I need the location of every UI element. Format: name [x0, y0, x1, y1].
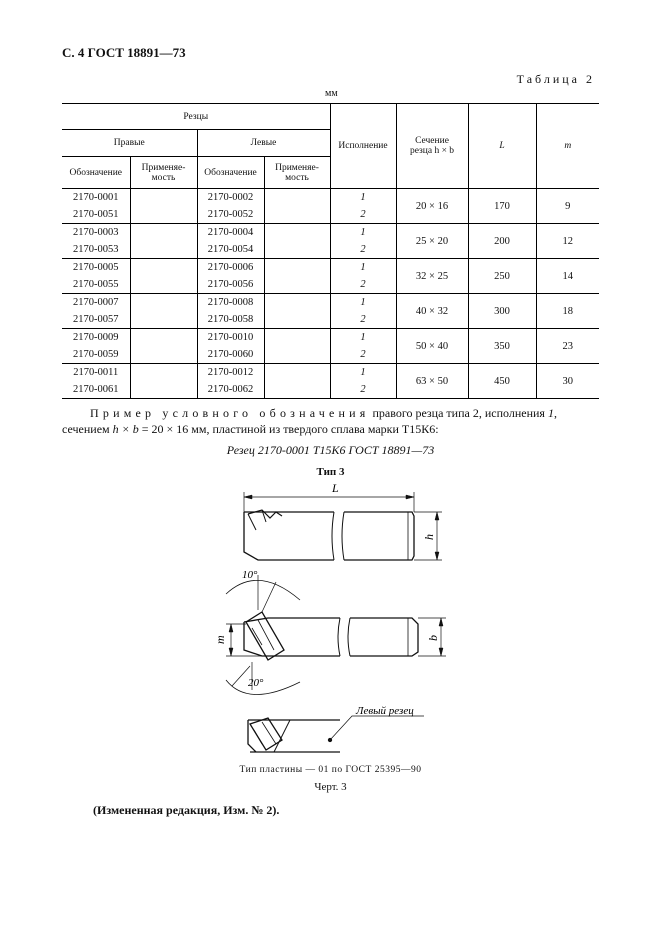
left-designation-cell: 2170-0058 [197, 311, 264, 329]
left-designation-cell: 2170-0056 [197, 276, 264, 294]
execution-cell: 1 [330, 294, 396, 312]
figure-label: Черт. 3 [314, 781, 347, 793]
right-designation-cell: 2170-0003 [62, 224, 130, 242]
L-cell: 450 [468, 364, 536, 399]
dim-L: L [332, 481, 339, 495]
header-m: m [536, 104, 599, 189]
type-title: Тип 3 [316, 466, 345, 478]
example-hb: h × b [112, 422, 139, 436]
right-designation-cell: 2170-0061 [62, 381, 130, 399]
left-designation-cell: 2170-0010 [197, 329, 264, 347]
m-cell: 12 [536, 224, 599, 259]
dim-m: m [213, 635, 227, 644]
execution-cell: 1 [330, 224, 396, 242]
execution-cell: 2 [330, 381, 396, 399]
left-designation-cell: 2170-0052 [197, 206, 264, 224]
right-designation-cell: 2170-0005 [62, 259, 130, 277]
right-designation-cell: 2170-0059 [62, 346, 130, 364]
unit-label: мм [325, 88, 338, 99]
left-designation-cell: 2170-0012 [197, 364, 264, 382]
section-cell: 40 × 32 [396, 294, 468, 329]
execution-cell: 1 [330, 364, 396, 382]
right-designation-cell: 2170-0053 [62, 241, 130, 259]
example-lead: Пример условного обозначения [90, 406, 370, 420]
right-designation-cell: 2170-0009 [62, 329, 130, 347]
left-designation-cell: 2170-0008 [197, 294, 264, 312]
table-label: Таблица 2 [516, 72, 595, 86]
m-cell: 23 [536, 329, 599, 364]
right-designation-cell: 2170-0001 [62, 189, 130, 207]
example-line1-rest: правого резца типа 2, исполнения [369, 406, 548, 420]
section-cell: 32 × 25 [396, 259, 468, 294]
execution-cell: 2 [330, 311, 396, 329]
left-cutter-view [248, 716, 424, 752]
applicability-line1: Применяе- [275, 162, 319, 173]
dim-b: b [426, 635, 440, 641]
section-cell: 50 × 40 [396, 329, 468, 364]
L-cell: 300 [468, 294, 536, 329]
example-designation: Резец 2170-0001 Т15К6 ГОСТ 18891—73 [226, 443, 435, 457]
applicability-line2: мость [285, 172, 309, 183]
section-cell: 63 × 50 [396, 364, 468, 399]
angle-10: 10° [242, 569, 258, 581]
left-designation-cell: 2170-0006 [197, 259, 264, 277]
header-section-line1: Сечение [415, 136, 449, 146]
execution-cell: 1 [330, 329, 396, 347]
example-line1-end: , [553, 406, 557, 420]
L-cell: 250 [468, 259, 536, 294]
left-designation-cell: 2170-0002 [197, 189, 264, 207]
amendment-note: (Измененная редакция, Изм. № 2). [93, 803, 280, 817]
header-L: L [468, 104, 536, 189]
page-header: С. 4 ГОСТ 18891—73 [62, 45, 186, 60]
execution-cell: 2 [330, 241, 396, 259]
right-designation-cell: 2170-0011 [62, 364, 130, 382]
example-line2-a: сечением [62, 422, 113, 436]
m-cell: 9 [536, 189, 599, 224]
L-cell: 350 [468, 329, 536, 364]
example-exec-num: 1 [547, 406, 554, 420]
header-left-designation: Обозначение [197, 157, 264, 189]
left-cutter-label: Левый резец [356, 705, 414, 717]
right-designation-cell: 2170-0051 [62, 206, 130, 224]
execution-cell: 2 [330, 276, 396, 294]
m-cell: 30 [536, 364, 599, 399]
applicability-line1: Применяе- [141, 162, 186, 173]
L-cell: 200 [468, 224, 536, 259]
m-cell: 14 [536, 259, 599, 294]
header-left: Левые [197, 130, 330, 157]
dim-h: h [422, 534, 436, 540]
left-designation-cell: 2170-0062 [197, 381, 264, 399]
right-designation-cell: 2170-0057 [62, 311, 130, 329]
execution-cell: 1 [330, 259, 396, 277]
left-designation-cell: 2170-0054 [197, 241, 264, 259]
header-right-designation: Обозначение [62, 157, 130, 189]
angle-20: 20° [248, 677, 264, 689]
header-right: Правые [62, 130, 197, 157]
L-cell: 170 [468, 189, 536, 224]
right-designation-cell: 2170-0055 [62, 276, 130, 294]
section-cell: 20 × 16 [396, 189, 468, 224]
right-designation-cell: 2170-0007 [62, 294, 130, 312]
example-line2-b: = 20 × 16 мм, пластиной из твердого сплава марки Т15К6: [138, 422, 439, 436]
plate-caption: Тип пластины — 01 по ГОСТ 25395—90 [239, 765, 422, 775]
applicability-line2: мость [151, 172, 176, 183]
section-cell: 25 × 20 [396, 224, 468, 259]
side-view [244, 492, 442, 560]
header-execution: Исполнение [330, 104, 396, 189]
execution-cell: 2 [330, 346, 396, 364]
header-cutters: Резцы [62, 104, 330, 130]
header-section-line2: резца h × b [409, 146, 455, 156]
m-cell: 18 [536, 294, 599, 329]
execution-cell: 1 [330, 189, 396, 207]
execution-cell: 2 [330, 206, 396, 224]
left-designation-cell: 2170-0060 [197, 346, 264, 364]
left-designation-cell: 2170-0004 [197, 224, 264, 242]
